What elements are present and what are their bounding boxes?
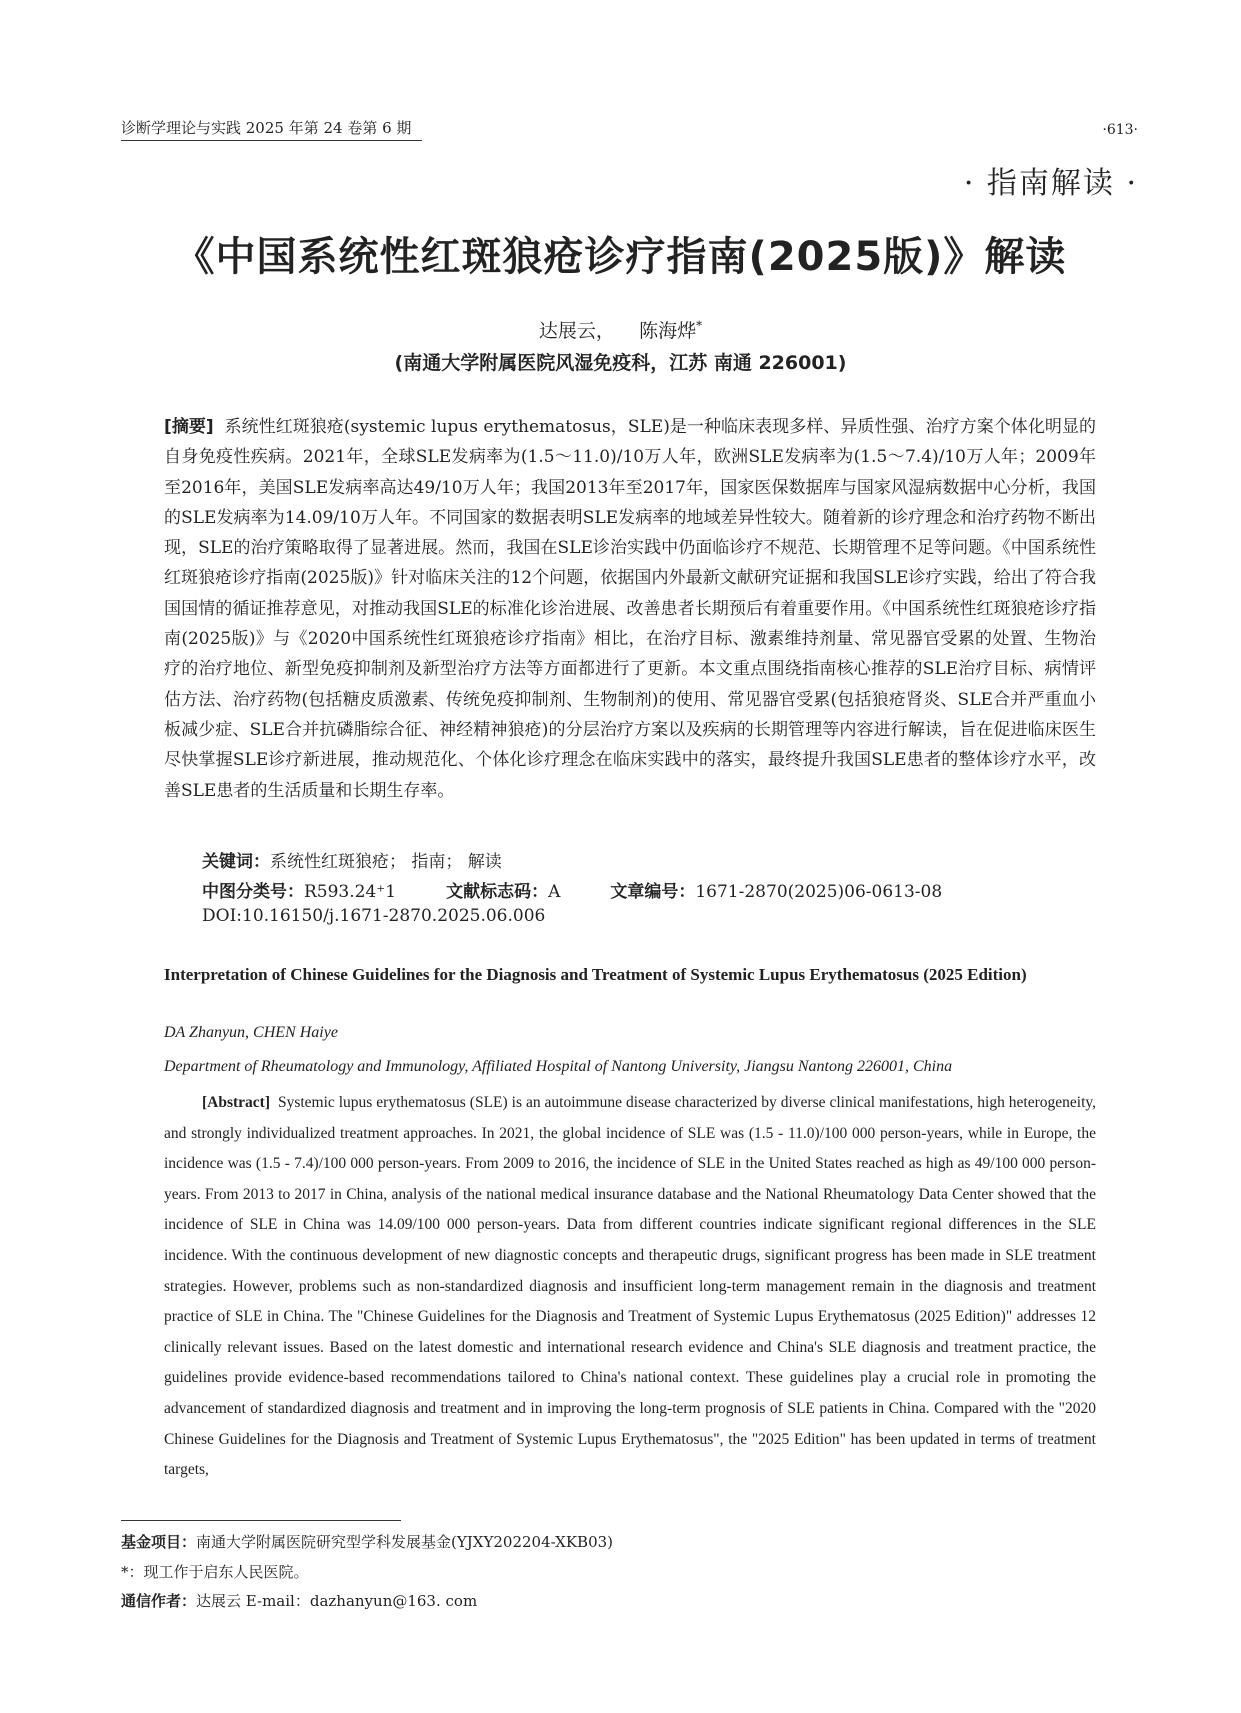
author-chen: 陈海烨 xyxy=(639,320,697,342)
abstract-cn xyxy=(164,412,1096,806)
funding-label: 基金项目： xyxy=(121,1533,197,1551)
corresponding-mark: * xyxy=(696,318,703,333)
page-number: ·613· xyxy=(1102,122,1138,138)
journal-header: 诊断学理论与实践 2025 年第 24 卷第 6 期 xyxy=(121,119,412,137)
corresponding-label: 通信作者： xyxy=(121,1592,197,1610)
abstract-en-text: Systemic lupus erythematosus (SLE) is an autoimmune disease characterized by diverse clinical manifestations, high heterogeneity, and strongly individualized treatment approaches. In 2021, the global incidence of SLE was (1.5 - 11.0)/100 000 person-years, while in Europe, the incidence was (1.5 - 7.4)/100 000 person-years. From 2009 to 2016, the incidence of SLE in the United States reached as high as 49/100 000 person-years. From 2013 to 2017 in China, analysis of the national medical insurance database and the National Rheumatology Data Center showed that the incidence of SLE in China was 14.09/100 000 person-years. Data from different countries indicate significant regional differences in the SLE incidence. With the continuous development of new diagnostic concepts and therapeutic drugs, significant progress has been made in SLE treatment strategies. However, problems such as non-standardized diagnosis and insufficient long-term management remain in the diagnosis and treatment practice of SLE in China. The "Chinese Guidelines for the Diagnosis and Treatment of Systemic Lupus Erythematosus (2025 Edition)" addresses 12 clinically relevant issues. Based on the latest domestic and international research evidence and China's SLE diagnosis and treatment practice, the guidelines provide evidence-based recommendations tailored to China's national context. These guidelines play a crucial role in promoting the advancement of standardized diagnosis and treatment and in improving the long-term prognosis of SLE patients in China. Compared with the "2020 Chinese Guidelines for the Diagnosis and Treatment of Systemic Lupus Erythematosus", the "2025 Edition" has been updated in terms of treatment targets, xyxy=(164,1094,1097,1479)
abstract-en xyxy=(164,1088,1096,1486)
keywords-label: 关键词： xyxy=(202,852,270,872)
article-number-label: 文章编号： xyxy=(610,882,696,902)
author-da: 达展云， xyxy=(538,320,615,342)
affiliation: (南通大学附属医院风湿免疫科，江苏 南通 226001) xyxy=(394,352,847,374)
corresponding-text: 达展云 E-mail：dazhanyun@163. com xyxy=(196,1592,478,1610)
clc-label: 中图分类号： xyxy=(202,882,304,902)
footnote-rule xyxy=(121,1520,401,1521)
abstract-cn-text: 系统性红斑狼疮(systemic lupus erythematosus，SLE)是一种临床表现多样、异质性强、治疗方案个体化明显的自身免疫性疾病。2021年，全球SLE发病率为(1.5～11.0)/10万人年，欧洲SLE发病率为(1.5～7.4)/10万人年；2009年至2016年，美国SLE发病率高达49/10万人年；我国2013年至2017年，国家医保数据库与国家风湿病数据中心分析，我国的SLE发病率为14.09/10万人年。不同国家的数据表明SLE发病率的地域差异性较大。随着新的诊疗理念和治疗药物不断出现，SLE的治疗策略取得了显著进展。然而，我国在SLE诊治实践中仍面临诊疗不规范、长期管理不足等问题。《中国系统性红斑狼疮诊疗指南(2025版)》针对临床关注的12个问题，依据国内外最新文献研究证据和我国SLE诊疗实践，给出了符合我国国情的循证推荐意见，对推动我国SLE的标准化诊治进展、改善患者长期预后有着重要作用。《中国系统性红斑狼疮诊疗指南(2025版)》与《2020中国系统性红斑狼疮诊疗指南》相比，在治疗目标、激素维持剂量、常见器官受累的处置、生物治疗的治疗地位、新型免疫抑制剂及新型治疗方法等方面都进行了更新。本文重点围绕指南核心推荐的SLE治疗目标、病情评估方法、治疗药物(包括糖皮质激素、传统免疫抑制剂、生物制剂)的使用、常见器官受累(包括狼疮肾炎、SLE合并严重血小板减少症、SLE合并抗磷脂综合征、神经精神狼疮)的分层治疗方案以及疾病的长期管理等内容进行解读，旨在促进临床医生尽快掌握SLE诊疗新进展，推动规范化、个体化诊疗理念在临床实践中的落实，最终提升我国SLE患者的整体诊疗水平，改善SLE患者的生活质量和长期生存率。 xyxy=(164,417,1096,801)
section-heading: · 指南解读 · xyxy=(963,166,1138,201)
english-authors: DA Zhanyun, CHEN Haiye xyxy=(164,1024,338,1041)
doc-code-label: 文献标志码： xyxy=(446,882,549,902)
keywords xyxy=(202,847,502,872)
header-rule xyxy=(121,140,422,141)
keywords-text: 系统性红斑狼疮； 指南； 解读 xyxy=(270,852,502,872)
footnote-corresponding xyxy=(121,1590,477,1611)
authors xyxy=(0,316,1241,343)
funding-text: 南通大学附属医院研究型学科发展基金(YJXY202204-XKB03) xyxy=(196,1533,614,1551)
abstract-en-label: [Abstract] xyxy=(202,1094,271,1111)
article-number-value: 1671-2870(2025)06-0613-08 xyxy=(695,882,943,902)
classification-line xyxy=(202,877,942,902)
footnote-funding xyxy=(121,1531,613,1552)
english-affiliation: Department of Rheumatology and Immunology, Affiliated Hospital of Nantong University, Jiangsu Nantong 226001, China xyxy=(164,1058,953,1075)
english-title: Interpretation of Chinese Guidelines for the Diagnosis and Treatment of Systemic Lupus Erythematosus (2025 Edition) xyxy=(164,965,1027,984)
article-title: 《中国系统性红斑狼疮诊疗指南(2025版)》解读 xyxy=(174,234,1067,280)
footnote-note: *：现工作于启东人民医院。 xyxy=(121,1563,309,1581)
clc-value: R593.24⁺1 xyxy=(304,882,397,902)
doi: DOI:10.16150/j.1671-2870.2025.06.006 xyxy=(202,906,546,926)
doc-code-value: A xyxy=(548,882,561,902)
abstract-cn-label: [摘要] xyxy=(164,417,214,437)
